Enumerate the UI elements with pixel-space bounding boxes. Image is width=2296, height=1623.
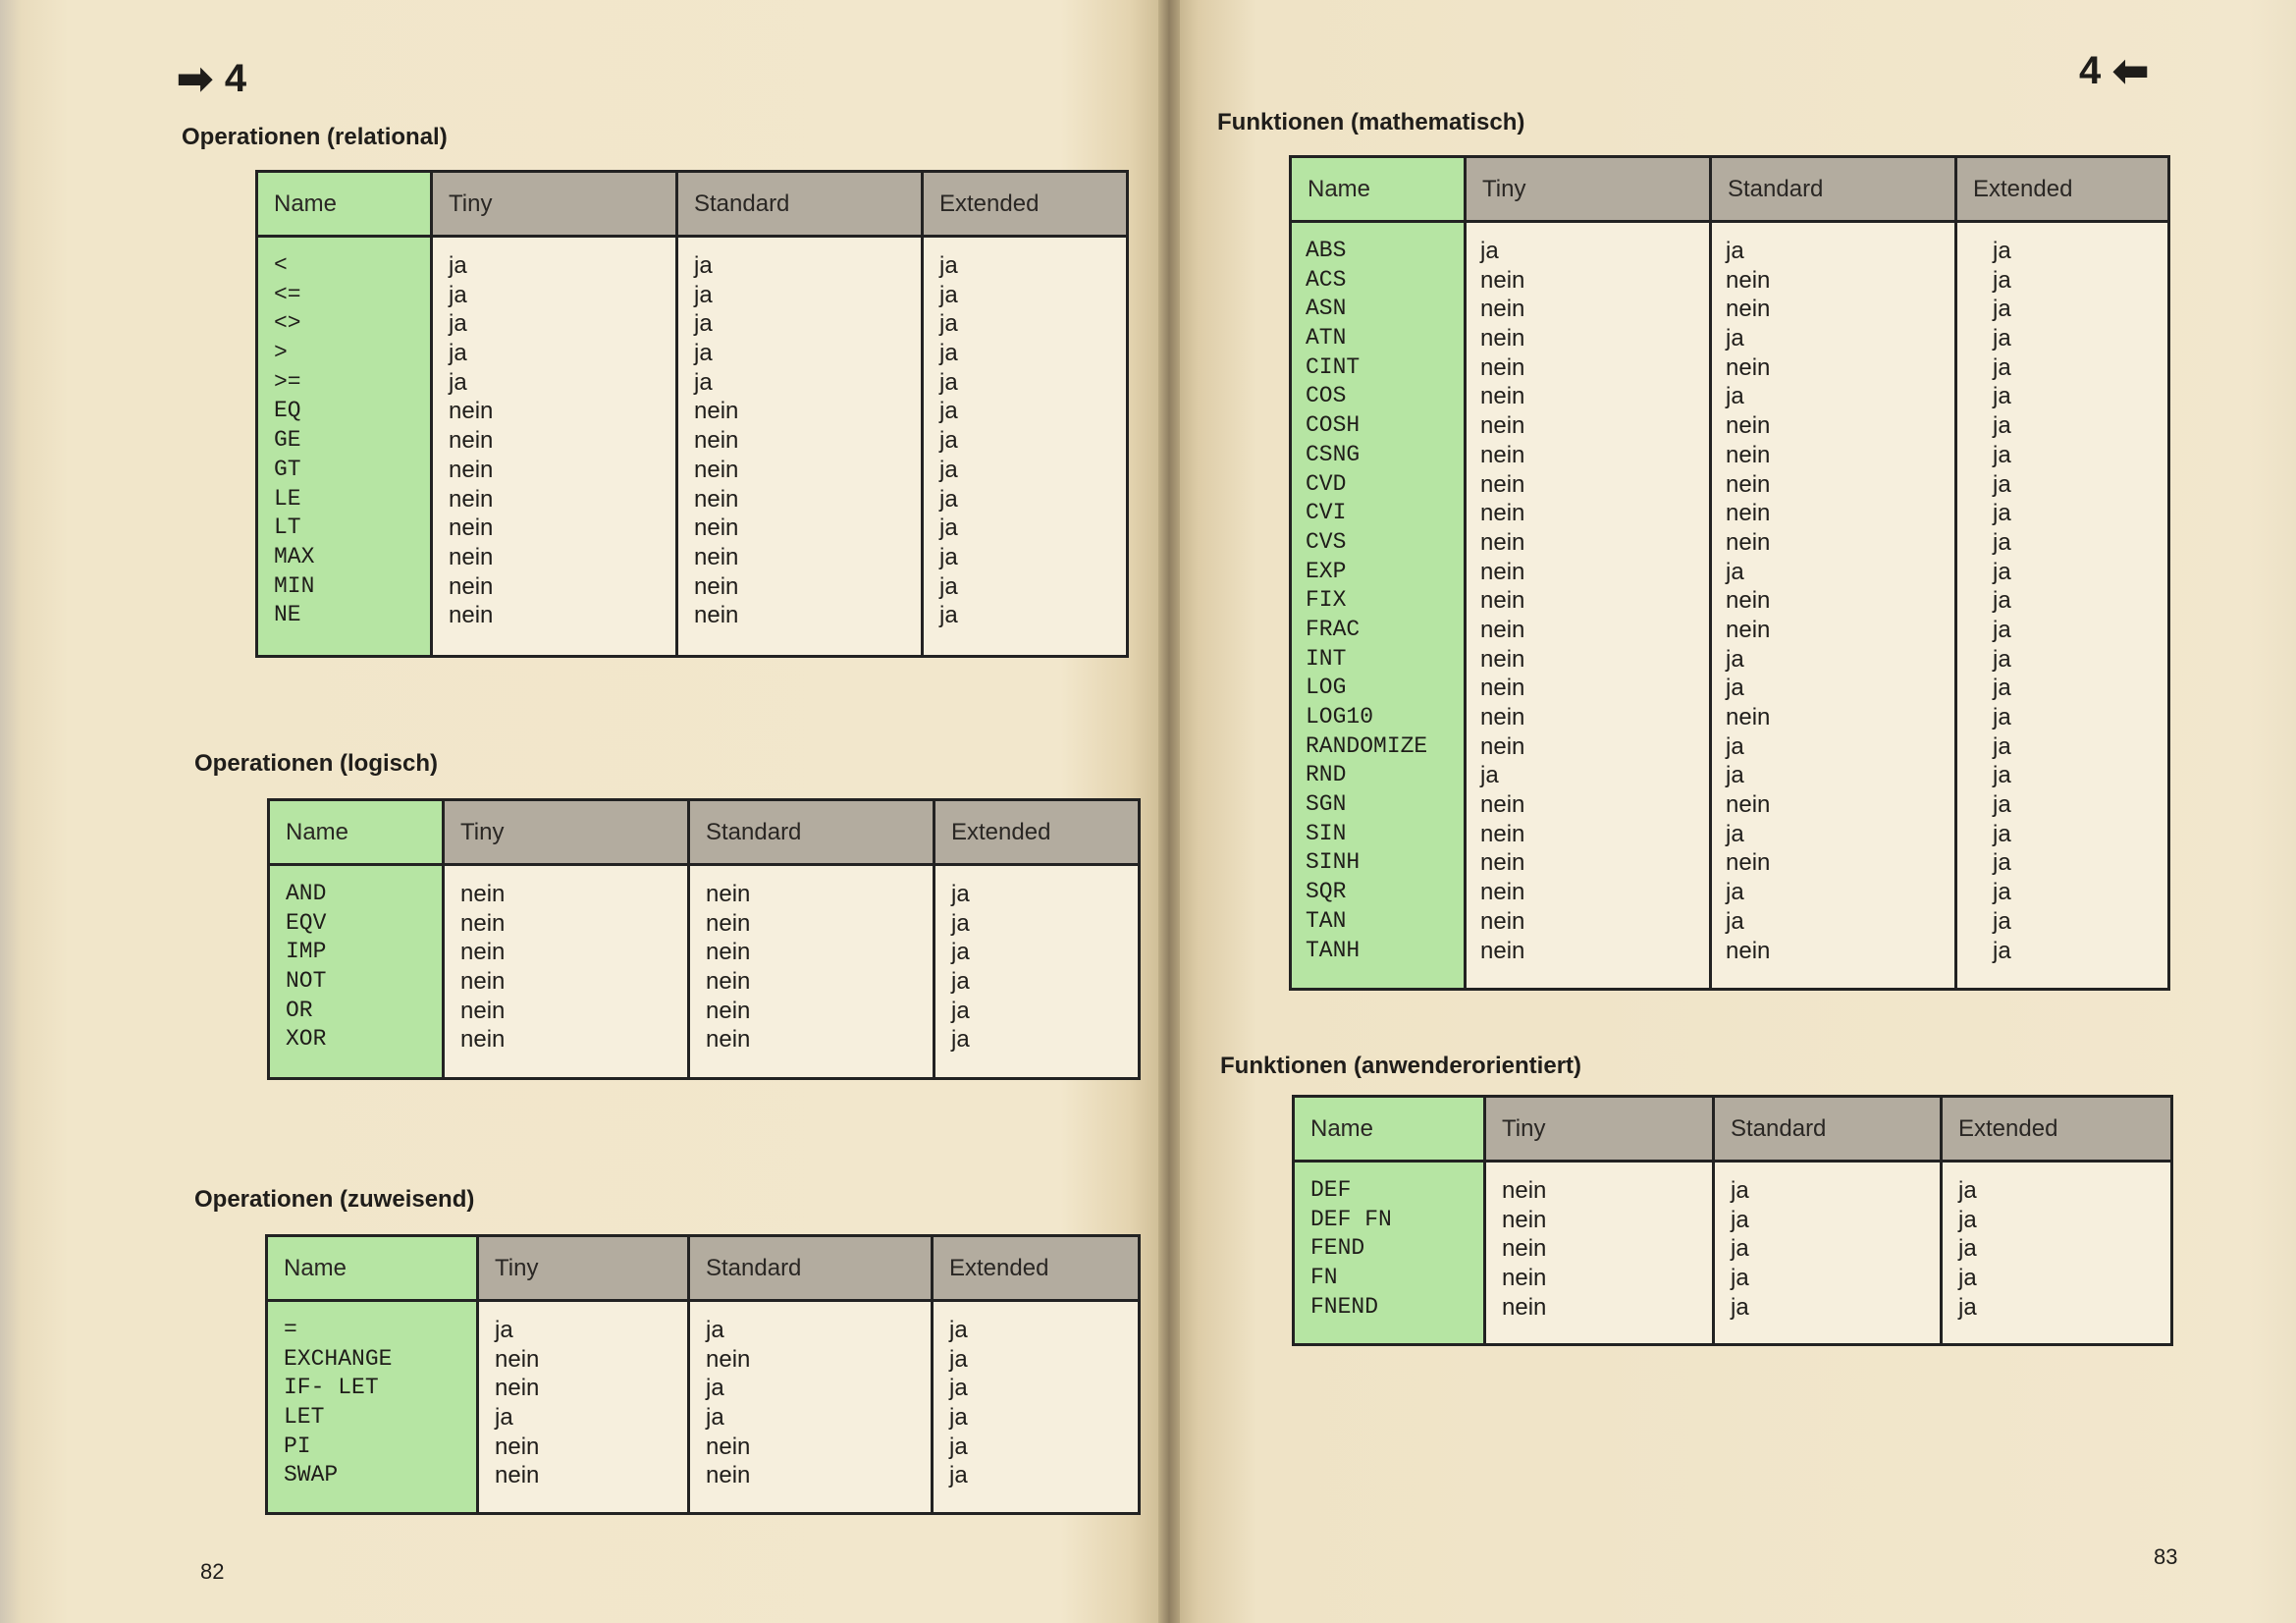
cell-extended: ja xyxy=(1993,937,2011,964)
cell-name: NE xyxy=(274,602,301,628)
right-arrow-icon: ➡ xyxy=(177,54,213,103)
header-standard: Standard xyxy=(678,173,921,238)
chapter-marker-right xyxy=(2079,46,2150,95)
column-body xyxy=(1467,223,1709,965)
column-body xyxy=(924,238,1126,630)
cell-tiny: nein xyxy=(1480,937,1525,964)
cell-standard: ja xyxy=(1726,732,1744,760)
header-extended: Extended xyxy=(924,173,1126,238)
cell-standard: nein xyxy=(706,997,751,1024)
cell-name: = xyxy=(284,1317,297,1342)
cell-tiny: nein xyxy=(460,1026,506,1054)
header-tiny: Tiny xyxy=(445,801,687,866)
cell-standard: nein xyxy=(706,939,751,966)
header-name: Name xyxy=(1292,158,1464,223)
cell-name: NOT xyxy=(286,968,327,995)
cell-tiny: ja xyxy=(1480,762,1499,789)
cell-name: <> xyxy=(274,310,301,337)
cell-tiny: nein xyxy=(460,881,506,907)
cell-tiny: nein xyxy=(1480,296,1525,323)
cell-extended: ja xyxy=(939,340,958,367)
cell-name: OR xyxy=(286,997,313,1023)
book-gutter xyxy=(1158,0,1180,1623)
cell-tiny: ja xyxy=(495,1404,513,1432)
cell-standard: nein xyxy=(706,909,751,937)
cell-name: CVS xyxy=(1306,528,1347,555)
cell-name: >= xyxy=(274,368,301,395)
cell-tiny: nein xyxy=(460,997,506,1024)
cell-name: RND xyxy=(1306,762,1347,788)
page-number-left: 82 xyxy=(200,1559,225,1584)
cell-name: SWAP xyxy=(284,1462,339,1488)
left-arrow-icon: ⬅ xyxy=(2112,46,2150,95)
cell-name: IF- LET xyxy=(284,1375,379,1401)
cell-tiny: nein xyxy=(1480,470,1525,498)
cell-extended: ja xyxy=(949,1433,968,1460)
cell-standard: nein xyxy=(706,1026,751,1054)
cell-name: SQR xyxy=(1306,879,1347,905)
cell-extended: ja xyxy=(951,997,970,1024)
cell-standard: nein xyxy=(694,572,739,600)
header-standard: Standard xyxy=(690,1237,931,1302)
cell-tiny: nein xyxy=(1502,1177,1547,1204)
header-tiny: Tiny xyxy=(1486,1098,1712,1163)
column-body xyxy=(934,1302,1138,1490)
cell-tiny: nein xyxy=(1480,500,1525,527)
cell-standard: ja xyxy=(1726,907,1744,935)
cell-standard: ja xyxy=(1726,558,1744,585)
cell-name: PI xyxy=(284,1433,311,1459)
cell-extended: ja xyxy=(939,281,958,308)
cell-extended: ja xyxy=(1993,791,2011,819)
cell-name: EXP xyxy=(1306,558,1347,584)
cell-extended: ja xyxy=(939,485,958,513)
cell-extended: ja xyxy=(1993,820,2011,847)
cell-standard: nein xyxy=(694,602,739,629)
cell-name: CSNG xyxy=(1306,441,1361,467)
page-number-right: 83 xyxy=(2154,1544,2178,1569)
cell-extended: ja xyxy=(1993,732,2011,760)
chapter-marker-left xyxy=(177,54,247,103)
cell-name: > xyxy=(274,340,288,366)
cell-tiny: ja xyxy=(495,1317,513,1343)
cell-name: EQV xyxy=(286,909,327,936)
section-title-relational: Operationen (relational) xyxy=(182,124,448,150)
header-standard: Standard xyxy=(1715,1098,1940,1163)
cell-standard: ja xyxy=(706,1375,724,1402)
cell-name: SIN xyxy=(1306,820,1347,846)
cell-standard: nein xyxy=(1726,587,1771,615)
column-standard xyxy=(690,1237,934,1512)
header-name: Name xyxy=(270,801,442,866)
cell-standard: nein xyxy=(706,881,751,907)
cell-name: ATN xyxy=(1306,325,1347,352)
cell-name: XOR xyxy=(286,1026,327,1053)
cell-tiny: nein xyxy=(449,514,494,542)
cell-extended: ja xyxy=(1993,266,2011,294)
column-standard xyxy=(1712,158,1957,988)
cell-standard: ja xyxy=(1731,1293,1749,1321)
cell-extended: ja xyxy=(939,368,958,396)
section-title-mathematical: Funktionen (mathematisch) xyxy=(1217,109,1525,135)
header-extended: Extended xyxy=(1943,1098,2170,1163)
cell-standard: nein xyxy=(706,1433,751,1460)
cell-extended: ja xyxy=(1958,1206,1977,1233)
cell-tiny: nein xyxy=(449,398,494,425)
cell-standard: ja xyxy=(1726,325,1744,352)
column-extended xyxy=(924,173,1126,655)
cell-standard: nein xyxy=(1726,412,1771,440)
cell-name: ACS xyxy=(1306,266,1347,293)
cell-tiny: ja xyxy=(449,310,467,338)
cell-standard: nein xyxy=(1726,937,1771,964)
column-tiny xyxy=(1467,158,1712,988)
cell-extended: ja xyxy=(951,1026,970,1054)
cell-name: GT xyxy=(274,456,301,482)
cell-tiny: nein xyxy=(1480,791,1525,819)
cell-tiny: nein xyxy=(1480,353,1525,381)
cell-standard: nein xyxy=(694,427,739,455)
column-name xyxy=(1295,1098,1486,1343)
section-title-user-oriented: Funktionen (anwenderorientiert) xyxy=(1220,1053,1582,1079)
cell-extended: ja xyxy=(1993,558,2011,585)
header-tiny: Tiny xyxy=(433,173,675,238)
cell-name: LT xyxy=(274,514,301,541)
cell-extended: ja xyxy=(1993,616,2011,643)
cell-tiny: nein xyxy=(1480,645,1525,673)
cell-name: <= xyxy=(274,281,301,307)
cell-extended: ja xyxy=(1958,1293,1977,1321)
column-body xyxy=(270,866,442,1055)
cell-name: CINT xyxy=(1306,353,1361,380)
column-body xyxy=(690,1302,931,1490)
cell-standard: nein xyxy=(694,514,739,542)
cell-name: LOG10 xyxy=(1306,704,1374,730)
cell-standard: nein xyxy=(1726,704,1771,730)
column-tiny xyxy=(479,1237,690,1512)
header-name: Name xyxy=(1295,1098,1483,1163)
cell-name: LET xyxy=(284,1404,325,1431)
cell-tiny: ja xyxy=(1480,238,1499,264)
cell-tiny: nein xyxy=(495,1375,540,1402)
cell-standard: nein xyxy=(706,968,751,996)
cell-tiny: nein xyxy=(1480,412,1525,440)
header-tiny: Tiny xyxy=(479,1237,687,1302)
cell-standard: ja xyxy=(694,368,713,396)
cell-tiny: nein xyxy=(1502,1235,1547,1263)
table-user-oriented xyxy=(1292,1095,2173,1346)
column-standard xyxy=(690,801,935,1077)
cell-name: EXCHANGE xyxy=(284,1345,393,1372)
cell-extended: ja xyxy=(939,310,958,338)
cell-extended: ja xyxy=(939,602,958,629)
cell-standard: nein xyxy=(1726,849,1771,877)
cell-standard: ja xyxy=(706,1317,724,1343)
cell-tiny: nein xyxy=(1480,528,1525,556)
cell-standard: ja xyxy=(694,340,713,367)
cell-standard: nein xyxy=(1726,441,1771,468)
cell-standard: ja xyxy=(1731,1235,1749,1263)
cell-tiny: ja xyxy=(449,252,467,279)
cell-extended: ja xyxy=(949,1317,968,1343)
cell-standard: nein xyxy=(706,1462,751,1489)
column-name xyxy=(258,173,433,655)
cell-standard: nein xyxy=(694,485,739,513)
header-name: Name xyxy=(258,173,430,238)
column-extended xyxy=(1943,1098,2170,1343)
cell-standard: nein xyxy=(1726,353,1771,381)
cell-name: GE xyxy=(274,427,301,454)
header-tiny: Tiny xyxy=(1467,158,1709,223)
cell-standard: ja xyxy=(694,310,713,338)
chapter-number: 4 xyxy=(2079,49,2102,92)
cell-name: MIN xyxy=(274,572,315,599)
column-body xyxy=(935,866,1138,1055)
cell-extended: ja xyxy=(939,543,958,570)
cell-extended: ja xyxy=(1993,587,2011,615)
cell-standard: ja xyxy=(694,281,713,308)
cell-tiny: ja xyxy=(449,340,467,367)
cell-tiny: nein xyxy=(1480,879,1525,906)
column-extended xyxy=(935,801,1138,1077)
cell-extended: ja xyxy=(949,1404,968,1432)
header-extended: Extended xyxy=(1957,158,2167,223)
cell-standard: nein xyxy=(1726,500,1771,527)
cell-tiny: nein xyxy=(1480,675,1525,702)
column-body xyxy=(1712,223,1954,965)
cell-standard: ja xyxy=(1726,820,1744,847)
cell-name: LE xyxy=(274,485,301,512)
cell-extended: ja xyxy=(951,881,970,907)
cell-standard: ja xyxy=(1726,645,1744,673)
header-name: Name xyxy=(268,1237,476,1302)
header-extended: Extended xyxy=(935,801,1138,866)
column-body xyxy=(678,238,921,630)
cell-tiny: nein xyxy=(1480,325,1525,352)
cell-extended: ja xyxy=(1993,353,2011,381)
table-assigning xyxy=(265,1234,1141,1515)
cell-extended: ja xyxy=(1993,238,2011,264)
column-tiny xyxy=(433,173,678,655)
column-standard xyxy=(1715,1098,1943,1343)
cell-standard: nein xyxy=(694,398,739,425)
column-body xyxy=(690,866,933,1055)
header-standard: Standard xyxy=(690,801,933,866)
cell-name: MAX xyxy=(274,543,315,569)
cell-extended: ja xyxy=(939,252,958,279)
cell-standard: nein xyxy=(694,456,739,483)
cell-name: ABS xyxy=(1306,238,1347,263)
header-standard: Standard xyxy=(1712,158,1954,223)
cell-standard: ja xyxy=(1726,383,1744,410)
cell-standard: nein xyxy=(1726,791,1771,819)
cell-tiny: nein xyxy=(1502,1293,1547,1321)
cell-extended: ja xyxy=(939,427,958,455)
cell-extended: ja xyxy=(949,1345,968,1373)
cell-name: FRAC xyxy=(1306,616,1361,642)
cell-extended: ja xyxy=(1993,849,2011,877)
column-body xyxy=(433,238,675,630)
cell-tiny: ja xyxy=(449,281,467,308)
column-body xyxy=(479,1302,687,1490)
cell-extended: ja xyxy=(939,456,958,483)
table-relational xyxy=(255,170,1129,658)
cell-name: DEF FN xyxy=(1310,1206,1392,1232)
cell-name: COSH xyxy=(1306,412,1361,439)
cell-extended: ja xyxy=(1993,441,2011,468)
cell-name: TAN xyxy=(1306,907,1347,934)
cell-extended: ja xyxy=(1993,645,2011,673)
column-body xyxy=(1486,1163,1712,1322)
column-body xyxy=(1292,223,1464,965)
cell-tiny: nein xyxy=(449,485,494,513)
column-body xyxy=(268,1302,476,1490)
cell-tiny: ja xyxy=(449,368,467,396)
cell-name: TANH xyxy=(1306,937,1361,963)
cell-tiny: nein xyxy=(1480,616,1525,643)
cell-name: CVD xyxy=(1306,470,1347,497)
cell-tiny: nein xyxy=(1502,1265,1547,1292)
cell-tiny: nein xyxy=(449,572,494,600)
cell-tiny: nein xyxy=(1480,266,1525,294)
cell-tiny: nein xyxy=(460,968,506,996)
cell-extended: ja xyxy=(951,968,970,996)
cell-extended: ja xyxy=(939,572,958,600)
cell-tiny: nein xyxy=(449,427,494,455)
cell-extended: ja xyxy=(1993,704,2011,730)
column-body xyxy=(1295,1163,1483,1322)
column-tiny xyxy=(445,801,690,1077)
cell-name: < xyxy=(274,252,288,278)
cell-name: FEND xyxy=(1310,1235,1365,1262)
cell-extended: ja xyxy=(1993,470,2011,498)
cell-standard: ja xyxy=(1726,238,1744,264)
column-tiny xyxy=(1486,1098,1715,1343)
cell-tiny: nein xyxy=(1480,587,1525,615)
cell-name: FN xyxy=(1310,1265,1338,1291)
column-body xyxy=(258,238,430,630)
cell-tiny: nein xyxy=(1480,907,1525,935)
cell-extended: ja xyxy=(1993,325,2011,352)
header-extended: Extended xyxy=(934,1237,1138,1302)
cell-tiny: nein xyxy=(1480,383,1525,410)
cell-standard: ja xyxy=(1726,675,1744,702)
cell-tiny: nein xyxy=(1480,558,1525,585)
cell-tiny: nein xyxy=(1480,704,1525,730)
cell-standard: nein xyxy=(1726,470,1771,498)
cell-tiny: nein xyxy=(1480,732,1525,760)
cell-name: LOG xyxy=(1306,675,1347,701)
cell-extended: ja xyxy=(949,1375,968,1402)
cell-name: SGN xyxy=(1306,791,1347,818)
cell-tiny: nein xyxy=(449,456,494,483)
cell-tiny: nein xyxy=(449,543,494,570)
cell-extended: ja xyxy=(1993,296,2011,323)
table-logical xyxy=(267,798,1141,1080)
cell-standard: ja xyxy=(1726,762,1744,789)
cell-extended: ja xyxy=(1993,412,2011,440)
cell-extended: ja xyxy=(951,939,970,966)
cell-tiny: nein xyxy=(460,939,506,966)
column-name xyxy=(270,801,445,1077)
cell-standard: nein xyxy=(1726,296,1771,323)
column-name xyxy=(268,1237,479,1512)
cell-tiny: nein xyxy=(449,602,494,629)
chapter-number: 4 xyxy=(224,57,247,100)
cell-name: SINH xyxy=(1306,849,1361,876)
cell-extended: ja xyxy=(951,909,970,937)
cell-name: EQ xyxy=(274,398,301,424)
cell-tiny: nein xyxy=(1480,849,1525,877)
cell-tiny: nein xyxy=(460,909,506,937)
cell-name: COS xyxy=(1306,383,1347,409)
table-mathematical xyxy=(1289,155,2170,991)
cell-standard: nein xyxy=(1726,266,1771,294)
cell-tiny: nein xyxy=(1502,1206,1547,1233)
cell-extended: ja xyxy=(1993,879,2011,906)
cell-extended: ja xyxy=(1993,528,2011,556)
cell-name: RANDOMIZE xyxy=(1306,732,1428,759)
cell-tiny: nein xyxy=(1480,820,1525,847)
cell-name: ASN xyxy=(1306,296,1347,322)
column-body xyxy=(1943,1163,2170,1322)
section-title-logical: Operationen (logisch) xyxy=(194,750,439,777)
cell-extended: ja xyxy=(939,398,958,425)
cell-tiny: nein xyxy=(495,1462,540,1489)
column-extended xyxy=(934,1237,1138,1512)
cell-standard: ja xyxy=(1731,1177,1749,1204)
cell-extended: ja xyxy=(949,1462,968,1489)
cell-standard: ja xyxy=(1731,1265,1749,1292)
cell-extended: ja xyxy=(1993,500,2011,527)
column-extended xyxy=(1957,158,2167,988)
cell-name: FIX xyxy=(1306,587,1347,614)
cell-name: AND xyxy=(286,881,327,906)
cell-name: DEF xyxy=(1310,1177,1352,1203)
section-title-assigning: Operationen (zuweisend) xyxy=(194,1186,475,1213)
cell-standard: ja xyxy=(694,252,713,279)
column-standard xyxy=(678,173,924,655)
column-body xyxy=(1957,223,2167,965)
cell-standard: nein xyxy=(1726,616,1771,643)
cell-name: FNEND xyxy=(1310,1293,1379,1320)
column-body xyxy=(445,866,687,1055)
cell-tiny: nein xyxy=(495,1345,540,1373)
cell-extended: ja xyxy=(1993,907,2011,935)
cell-extended: ja xyxy=(1958,1235,1977,1263)
cell-extended: ja xyxy=(1993,675,2011,702)
cell-name: CVI xyxy=(1306,500,1347,526)
cell-extended: ja xyxy=(1958,1177,1977,1204)
cell-extended: ja xyxy=(1958,1265,1977,1292)
cell-standard: nein xyxy=(1726,528,1771,556)
cell-name: INT xyxy=(1306,645,1347,672)
column-name xyxy=(1292,158,1467,988)
cell-standard: ja xyxy=(706,1404,724,1432)
cell-tiny: nein xyxy=(1480,441,1525,468)
cell-standard: ja xyxy=(1726,879,1744,906)
cell-standard: nein xyxy=(706,1345,751,1373)
cell-extended: ja xyxy=(939,514,958,542)
column-body xyxy=(1715,1163,1940,1322)
cell-extended: ja xyxy=(1993,762,2011,789)
cell-name: IMP xyxy=(286,939,327,965)
cell-standard: ja xyxy=(1731,1206,1749,1233)
cell-tiny: nein xyxy=(495,1433,540,1460)
cell-standard: nein xyxy=(694,543,739,570)
cell-extended: ja xyxy=(1993,383,2011,410)
